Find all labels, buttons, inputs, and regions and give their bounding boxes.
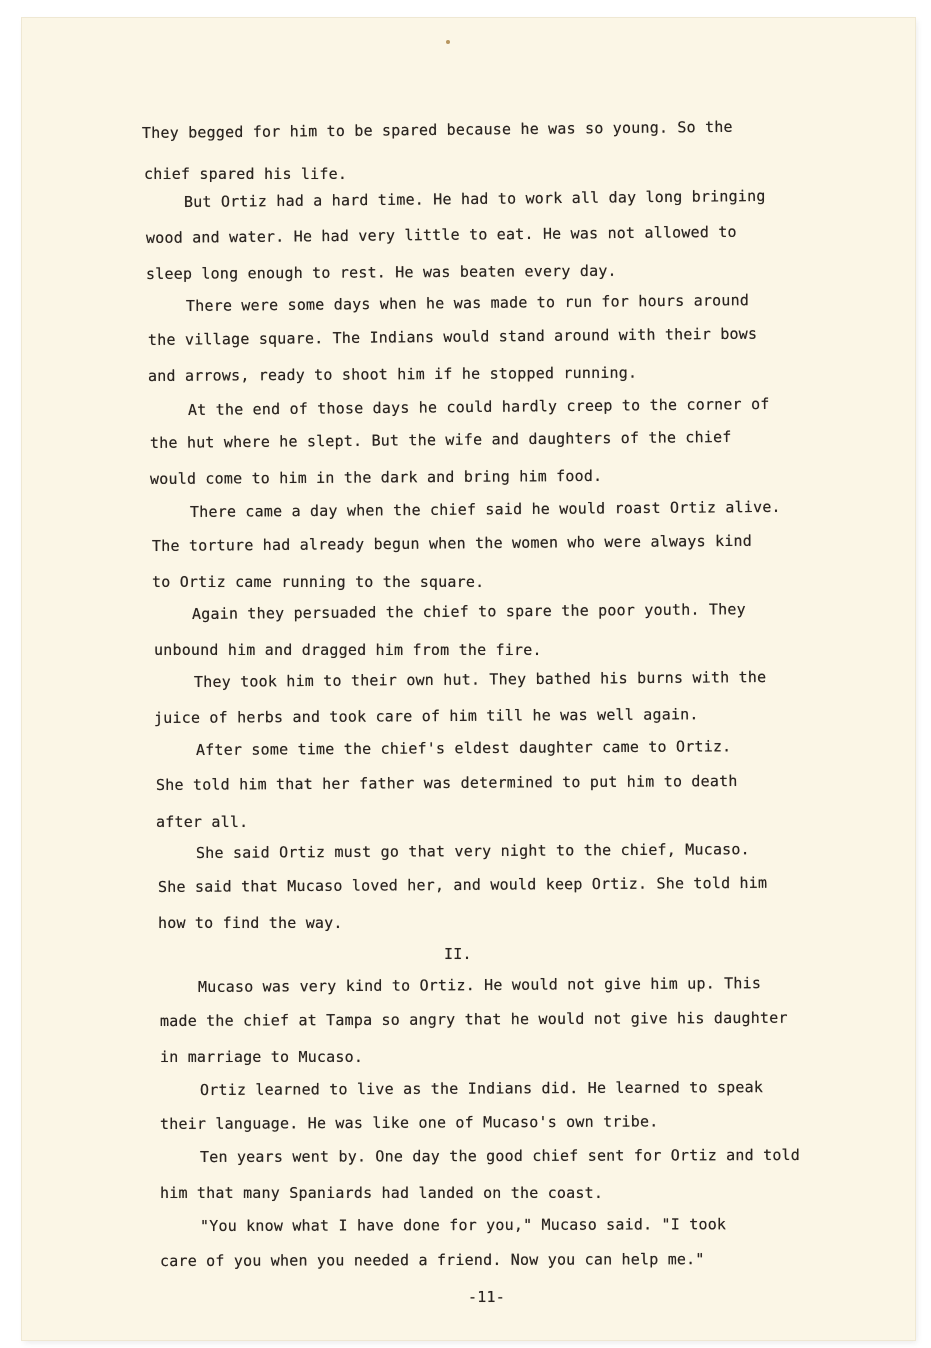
text-line-9: At the end of those days he could hardly creep to the corner of [187, 394, 770, 419]
text-line-29: their language. He was like one of Mucaso's own tribe. [159, 1112, 659, 1133]
text-line-14: to Ortiz came running to the square. [152, 573, 485, 591]
text-line-27: in marriage to Mucaso. [160, 1048, 364, 1066]
text-line-21: after all. [156, 813, 249, 831]
text-line-24: how to find the way. [158, 914, 343, 932]
text-line-8: and arrows, ready to shoot him if he stopped running. [147, 363, 638, 385]
text-line-1: They begged for him to be spared because he was so young. So the [141, 117, 733, 142]
text-line-20: She told him that her father was determined to put him to death [155, 771, 738, 794]
text-line-12: There came a day when the chief said he would roast Ortiz alive. [189, 497, 781, 521]
text-line-3: But Ortiz had a hard time. He had to work all day long bringing [183, 186, 766, 211]
text-line-11: would come to him in the dark and bring him food. [149, 466, 603, 488]
text-line-13: The torture had already begun when the women who were always kind [151, 531, 753, 555]
text-line-19: After some time the chief's eldest daughter came to Ortiz. [195, 737, 732, 759]
section-heading: II. [444, 945, 472, 963]
text-line-25: Mucaso was very kind to Ortiz. He would not give him up. This [197, 974, 762, 996]
text-line-5: sleep long enough to rest. He was beaten every day. [145, 261, 617, 283]
text-line-31: him that many Spaniards had landed on the coast. [160, 1184, 604, 1202]
text-line-23: She said that Mucaso loved her, and would keep Ortiz. She told him [157, 873, 768, 896]
text-line-15: Again they persuaded the chief to spare the poor youth. They [191, 600, 746, 623]
text-line-28: Ortiz learned to live as the Indians did. He learned to speak [199, 1078, 764, 1099]
text-line-7: the village square. The Indians would stand around with their bows [147, 324, 758, 349]
text-line-33: care of you when you needed a friend. Now you can help me." [159, 1250, 705, 1270]
text-line-26: made the chief at Tampa so angry that he would not give his daughter [159, 1008, 788, 1030]
text-line-30: Ten years went by. One day the good chief sent for Ortiz and told [199, 1145, 801, 1166]
text-line-10: the hut where he slept. But the wife and daughters of the chief [149, 427, 732, 452]
paper-stain-icon [446, 40, 450, 44]
text-line-2: chief spared his life. [144, 165, 348, 183]
text-line-17: They took him to their own hut. They bathed his burns with the [193, 668, 767, 691]
text-line-16: unbound him and dragged him from the fire. [154, 641, 542, 659]
text-line-18: juice of herbs and took care of him till he was well again. [153, 705, 699, 727]
text-line-6: There were some days when he was made to run for hours around [185, 291, 750, 315]
text-line-22: She said Ortiz must go that very night to the chief, Mucaso. [195, 840, 750, 862]
text-line-4: wood and water. He had very little to eat. He was not allowed to [145, 222, 737, 247]
text-line-32: "You know what I have done for you," Mucaso said. "I took [199, 1215, 727, 1235]
page-number: -11- [468, 1288, 505, 1306]
